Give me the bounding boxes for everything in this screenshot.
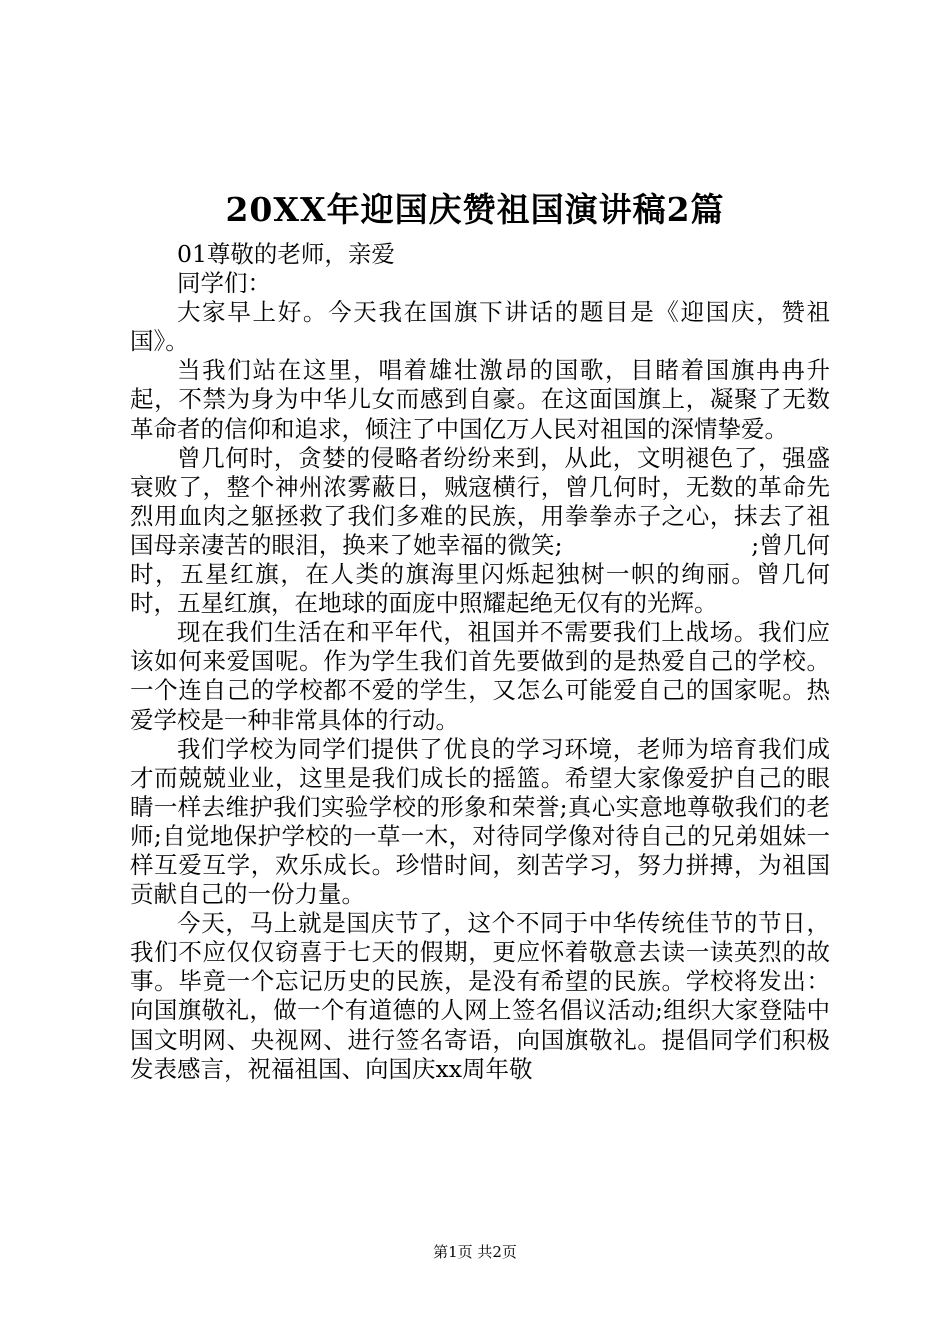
- page-number-footer: 第1页 共2页: [433, 1243, 517, 1261]
- paragraph: 大家早上好。今天我在国旗下讲话的题目是《迎国庆，赞祖国》。: [130, 298, 830, 356]
- paragraph-greeting: 同学们：: [177, 269, 271, 298]
- paragraph: 曾几何时，贪婪的侵略者纷纷来到，从此，文明褪色了，强盛衰败了，整个神州浓雾蔽日，贼寇横行，曾几何时，无数的革命先烈用血肉之躯拯救了我们多难的民族，用拳拳赤子之心，抹去了祖国母亲凄苦的眼泪，换来了她幸福的微笑; ;曾几何时，五星红旗，在人类的旗海里闪烁起独树一帜的绚丽。曾几何时，五星红旗，在地球的面庞中照耀起绝无仅有的光辉。: [130, 443, 830, 618]
- paragraph: 我们学校为同学们提供了优良的学习环境，老师为培育我们成才而兢兢业业，这里是我们成长的摇篮。希望大家像爱护自己的眼睛一样去维护我们实验学校的形象和荣誉;真心实意地尊敬我们的老师;自觉地保护学校的一草一木，对待同学像对待自己的兄弟姐妹一样互爱互学，欢乐成长。珍惜时间，刻苦学习，努力拼搏，为祖国贡献自己的一份力量。: [130, 734, 830, 909]
- paragraph: 当我们站在这里，唱着雄壮激昂的国歌，目睹着国旗冉冉升起，不禁为身为中华儿女而感到自豪。在这面国旗上，凝聚了无数革命者的信仰和追求，倾注了中国亿万人民对祖国的深情挚爱。: [130, 356, 830, 443]
- paragraph: 现在我们生活在和平年代，祖国并不需要我们上战场。我们应该如何来爱国呢。作为学生我们首先要做到的是热爱自己的学校。一个连自己的学校都不爱的学生，又怎么可能爱自己的国家呢。热爱学校是一种非常具体的行动。: [130, 618, 830, 734]
- document-body: [130, 240, 830, 1084]
- document-title: 20XX年迎国庆赞祖国演讲稿2篇: [225, 190, 725, 229]
- paragraph-salutation: 01尊敬的老师，亲爱: [177, 240, 395, 268]
- paragraph: 今天，马上就是国庆节了，这个不同于中华传统佳节的节日，我们不应仅仅窃喜于七天的假期，更应怀着敬意去读一读英烈的故事。毕竟一个忘记历史的民族，是没有希望的民族。学校将发出：向国旗敬礼，做一个有道德的人网上签名倡议活动;组织大家登陆中国文明网、央视网、进行签名寄语，向国旗敬礼。提倡同学们积极发表感言，祝福祖国、向国庆xx周年敬: [130, 909, 830, 1083]
